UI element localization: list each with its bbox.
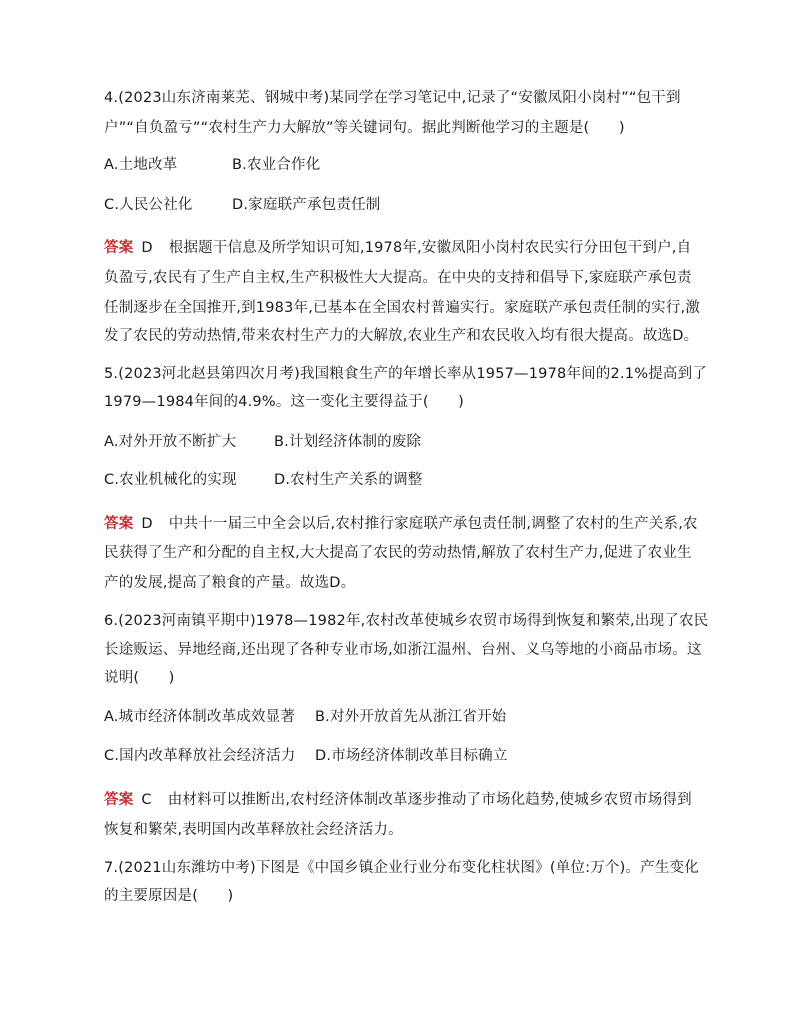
q5-explanation-3: 产的发展,提高了粮食的产量。故选D。 [104, 575, 356, 591]
q6-option-c: C.国内改革释放社会经济活力 [104, 748, 296, 764]
q4-explanation-1: 根据题干信息及所学知识可知,1978年,安徽凤阳小岗村农民实行分田包干到户,自 [168, 240, 692, 256]
q5-option-d: D.农村生产关系的调整 [274, 472, 423, 488]
q6-explanation-1: 由材料可以推断出,农村经济体制改革逐步推动了市场化趋势,使城乡农贸市场得到 [167, 792, 692, 808]
q7-stem-line2: 的主要原因是( ) [104, 888, 234, 904]
q5-stem-line2: 1979—1984年间的4.9%。这一变化主要得益于( ) [104, 394, 464, 410]
q5-options-row1 [104, 432, 421, 452]
q6-option-b: B.对外开放首先从浙江省开始 [315, 709, 507, 725]
q4-option-d: D.家庭联产承包责任制 [232, 197, 381, 213]
q4-option-a: A.土地改革 [104, 157, 178, 173]
q5-option-a: A.对外开放不断扩大 [104, 434, 237, 450]
q4-option-c: C.人民公社化 [104, 197, 193, 213]
q6-stem-line3: 说明( ) [104, 670, 175, 686]
q5-explanation-1: 中共十一届三中全会以后,农村推行家庭联产承包责任制,调整了农村的生产关系,农 [168, 516, 698, 532]
q7-stem-line1: 7.(2021山东潍坊中考)下图是《中国乡镇企业行业分布变化柱状图》(单位:万个)。产生变化 [104, 860, 699, 876]
q4-answer-line1 [104, 238, 691, 258]
q5-options-row2 [104, 470, 422, 490]
q6-stem-line1: 6.(2023河南镇平期中)1978—1982年,农村改革使城乡农贸市场得到恢复和繁荣,出现了农民 [104, 613, 709, 629]
q6-options-row1 [104, 707, 506, 727]
q4-stem-line1: 4.(2023山东济南莱芜、钢城中考)某同学在学习笔记中,记录了“安徽凤阳小岗村”“包干到 [104, 90, 681, 106]
q5-option-c: C.农业机械化的实现 [104, 472, 237, 488]
q6-answer-line1 [104, 790, 692, 810]
q4-answer-letter: D [141, 240, 153, 256]
q6-explanation-2: 恢复和繁荣,表明国内改革释放社会经济活力。 [104, 822, 403, 838]
q5-answer-label: 答案 [104, 516, 134, 532]
q4-stem-line2: 户”“自负盈亏”“农村生产力大解放”等关键词句。据此判断他学习的主题是( ) [104, 120, 625, 136]
q5-option-b: B.计划经济体制的废除 [274, 434, 422, 450]
q5-answer-letter: D [141, 516, 153, 532]
q4-answer-label: 答案 [104, 240, 134, 256]
q4-explanation-4: 发了农民的劳动热情,带来农村生产力的大解放,农业生产和农民收入均有很大提高。故选D。 [104, 328, 699, 344]
q6-options-row2 [104, 746, 508, 766]
q6-option-a: A.城市经济体制改革成效显著 [104, 709, 296, 725]
q5-stem-line1: 5.(2023河北赵县第四次月考)我国粮食生产的年增长率从1957—1978年间的2.1%提高到了 [104, 366, 707, 382]
q4-option-b: B.农业合作化 [232, 157, 321, 173]
q5-answer-line1 [104, 514, 698, 534]
q6-stem-line2: 长途贩运、异地经商,还出现了各种专业市场,如浙江温州、台州、义乌等地的小商品市场。这 [104, 642, 702, 658]
q4-options-row2 [104, 195, 380, 215]
q6-option-d: D.市场经济体制改革目标确立 [315, 748, 508, 764]
q5-explanation-2: 民获得了生产和分配的自主权,大大提高了农民的劳动热情,解放了农村生产力,促进了农业生 [104, 545, 692, 561]
q4-explanation-2: 负盈亏,农民有了生产自主权,生产积极性大大提高。在中央的支持和倡导下,家庭联产承包责 [104, 270, 692, 286]
q4-explanation-3: 任制逐步在全国推开,到1983年,已基本在全国农村普遍实行。家庭联产承包责任制的实行,激 [104, 300, 701, 316]
q4-options-row1 [104, 155, 320, 175]
q6-answer-letter: C [141, 792, 152, 808]
q6-answer-label: 答案 [104, 792, 134, 808]
